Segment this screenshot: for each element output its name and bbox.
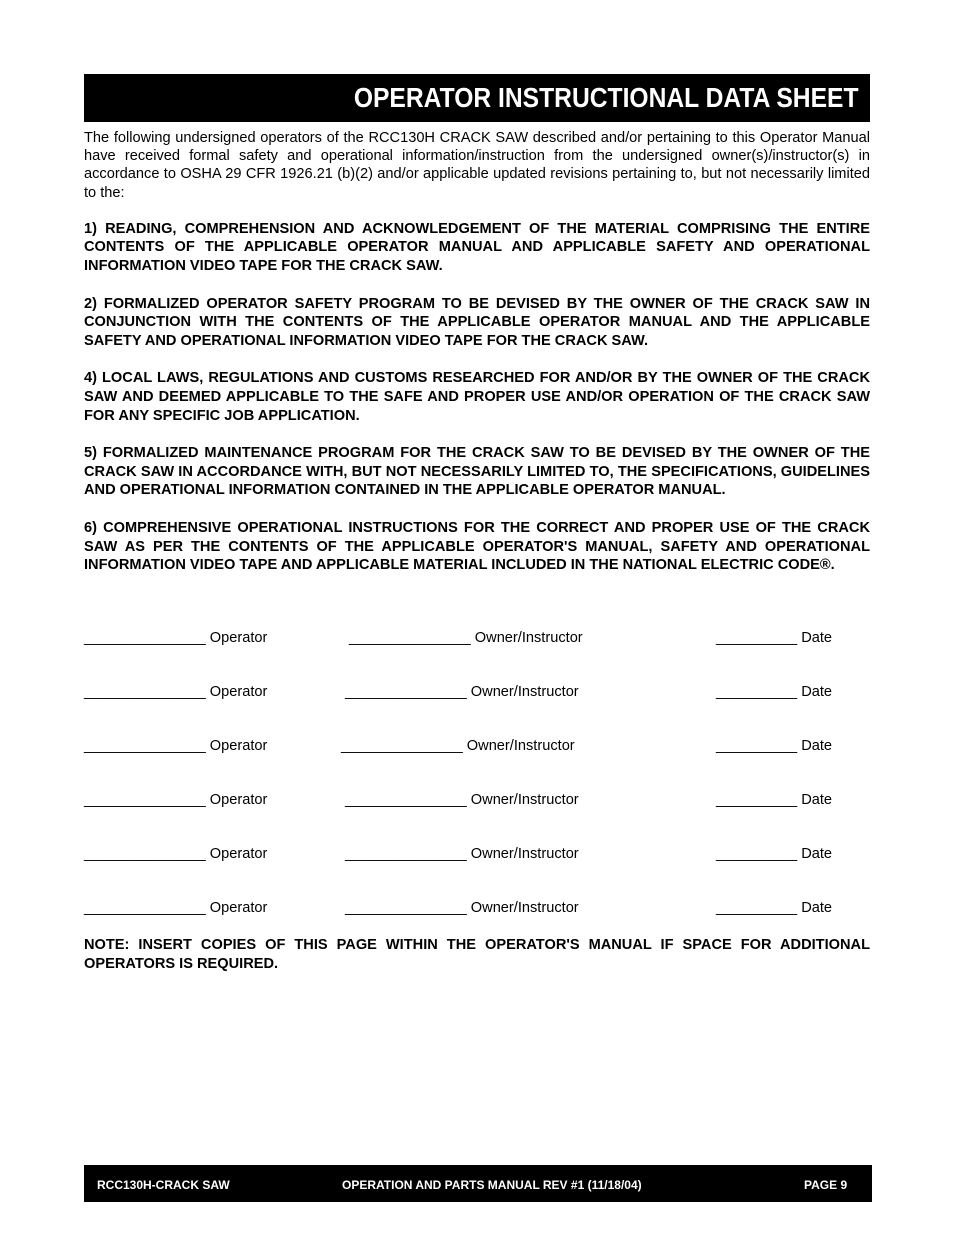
- operator-signature-line[interactable]: _______________ Operator: [84, 738, 268, 754]
- signature-row: [84, 738, 870, 792]
- operator-signature-line[interactable]: _______________ Operator: [84, 684, 268, 700]
- owner-signature-line[interactable]: _______________ Owner/Instructor: [345, 846, 579, 862]
- footer-page-number: PAGE 9: [804, 1178, 848, 1192]
- date-line[interactable]: __________ Date: [716, 630, 833, 646]
- operator-signature-line[interactable]: _______________ Operator: [84, 900, 268, 916]
- date-line[interactable]: __________ Date: [716, 792, 833, 808]
- page-footer: [84, 1165, 872, 1202]
- date-line[interactable]: __________ Date: [716, 846, 833, 862]
- page-title: OPERATOR INSTRUCTIONAL DATA SHEET: [353, 82, 858, 113]
- signature-row: [84, 684, 870, 738]
- signature-row: [84, 630, 870, 684]
- operator-signature-line[interactable]: _______________ Operator: [84, 630, 268, 646]
- owner-signature-line[interactable]: _______________ Owner/Instructor: [345, 684, 579, 700]
- owner-signature-line[interactable]: _______________ Owner/Instructor: [345, 900, 579, 916]
- document-body: [84, 129, 870, 594]
- owner-signature-line[interactable]: _______________ Owner/Instructor: [341, 738, 575, 754]
- requirement-item-4: 4) LOCAL LAWS, REGULATIONS AND CUSTOMS RESEARCHED FOR AND/OR BY THE OWNER OF THE CRACK SAW AND DEEMED APPLICABLE TO THE SAFE AND PROPER USE AND/OR OPERATION OF THE CRACK SAW FOR ANY SPECIFIC JOB APPLICATION.: [84, 370, 870, 424]
- note-paragraph: NOTE: INSERT COPIES OF THIS PAGE WITHIN THE OPERATOR'S MANUAL IF SPACE FOR ADDITIONAL OPERATORS IS REQUIRED.: [84, 937, 870, 972]
- owner-signature-line[interactable]: _______________ Owner/Instructor: [345, 792, 579, 808]
- signature-row: [84, 792, 870, 846]
- requirement-item-1: 1) READING, COMPREHENSION AND ACKNOWLEDGEMENT OF THE MATERIAL COMPRISING THE ENTIRE CONTENTS OF THE APPLICABLE OPERATOR MANUAL AND APPLICABLE SAFETY AND OPERATIONAL INFORMATION VIDEO TAPE FOR THE CRACK SAW.: [84, 220, 870, 274]
- intro-paragraph: The following undersigned operators of the RCC130H CRACK SAW described and/or pertaining to this Operator Manual have received formal safety and operational information/instruction from the undersigned owner(s)/instructor(s) in accordance to OSHA 29 CFR 1926.21 (b)(2) and/or applicable updated revisions pertaining to, but not necessarily limited to the:: [84, 130, 870, 201]
- requirement-item-6: 6) COMPREHENSIVE OPERATIONAL INSTRUCTIONS FOR THE CORRECT AND PROPER USE OF THE CRACK SAW AS PER THE CONTENTS OF THE APPLICABLE OPERATOR'S MANUAL, SAFETY AND OPERATIONAL INFORMATION VIDEO TAPE AND APPLICABLE MATERIAL INCLUDED IN THE NATIONAL ELECTRIC CODE®.: [84, 519, 870, 574]
- date-line[interactable]: __________ Date: [716, 684, 833, 700]
- owner-signature-line[interactable]: _______________ Owner/Instructor: [349, 630, 583, 646]
- date-line[interactable]: __________ Date: [716, 900, 833, 916]
- footer-model: RCC130H-CRACK SAW: [97, 1178, 230, 1192]
- page-title-bar: [84, 74, 870, 122]
- signature-row: [84, 846, 870, 900]
- signature-block: [84, 630, 870, 954]
- date-line[interactable]: __________ Date: [716, 738, 833, 754]
- operator-signature-line[interactable]: _______________ Operator: [84, 846, 268, 862]
- footer-manual-revision: OPERATION AND PARTS MANUAL REV #1 (11/18/04): [342, 1178, 642, 1192]
- requirement-item-2: 2) FORMALIZED OPERATOR SAFETY PROGRAM TO BE DEVISED BY THE OWNER OF THE CRACK SAW IN CONJUNCTION WITH THE CONTENTS OF THE APPLICABLE OPERATOR MANUAL AND THE APPLICABLE SAFETY AND OPERATIONAL INFORMATION VIDEO TAPE FOR THE CRACK SAW.: [84, 295, 870, 349]
- requirement-item-5: 5) FORMALIZED MAINTENANCE PROGRAM FOR THE CRACK SAW TO BE DEVISED BY THE OWNER OF THE CRACK SAW IN ACCORDANCE WITH, BUT NOT NECESSARILY LIMITED TO, THE SPECIFICATIONS, GUIDELINES AND OPERATIONAL INFORMATION CONTAINED IN THE APPLICABLE OPERATOR MANUAL.: [84, 445, 870, 499]
- operator-signature-line[interactable]: _______________ Operator: [84, 792, 268, 808]
